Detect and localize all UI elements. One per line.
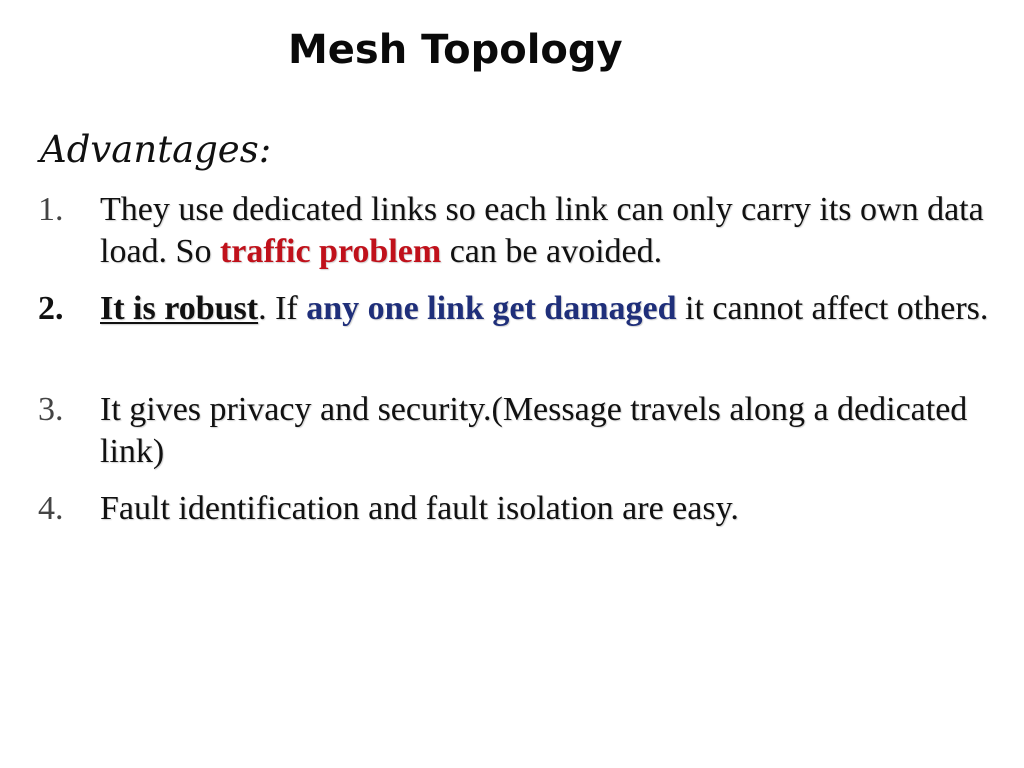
item-number: 4. xyxy=(38,490,64,527)
traffic-problem-highlight: traffic problem xyxy=(219,233,442,270)
item-text: It gives privacy and security.(Message travels along a dedicated link) xyxy=(100,391,968,470)
advantages-heading: Advantages: xyxy=(40,128,272,171)
item-text-part: . If xyxy=(258,290,307,327)
item-text-part: They use dedicated links so each link can only carry its own data load. So xyxy=(100,191,984,270)
item-text: Fault identification and fault isolation are easy. xyxy=(100,490,739,527)
item-text-part: it cannot affect others. xyxy=(676,290,989,327)
item-number: 1. xyxy=(38,191,64,228)
item-text xyxy=(100,288,990,330)
link-damaged-highlight: any one link get damaged xyxy=(306,290,677,327)
item-text-part: can be avoided. xyxy=(441,233,663,270)
slide-title: Mesh Topology xyxy=(288,27,623,73)
item-number: 3. xyxy=(38,391,64,428)
item-text xyxy=(100,189,990,273)
item-number: 2. xyxy=(38,290,64,327)
robust-emphasis: It is robust xyxy=(100,290,259,327)
